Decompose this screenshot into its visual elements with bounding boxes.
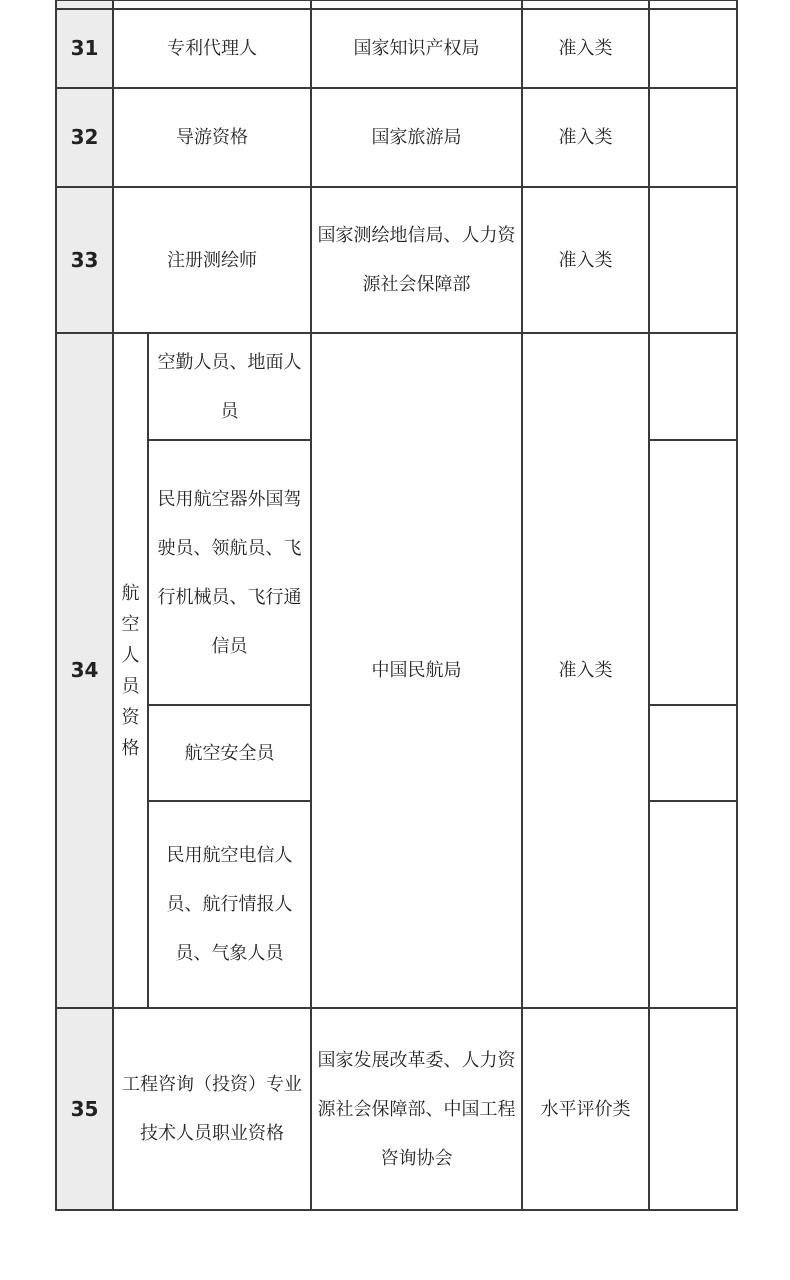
department: 中国民航局: [311, 333, 522, 1008]
stub-cell: [56, 0, 113, 9]
category: 水平评价类: [522, 1008, 649, 1210]
sub-qualification: 民用航空电信人员、航行情报人员、气象人员: [148, 801, 311, 1008]
sub-qualification: 空勤人员、地面人员: [148, 333, 311, 440]
department: 国家旅游局: [311, 88, 522, 187]
stub-cell: [649, 0, 737, 9]
blank-cell: [649, 88, 737, 187]
category: 准入类: [522, 187, 649, 333]
qualification-group-name: 航空人员资格: [121, 582, 140, 759]
category: 准入类: [522, 88, 649, 187]
department: 国家知识产权局: [311, 9, 522, 88]
row-number: 31: [56, 9, 113, 88]
blank-cell: [649, 1008, 737, 1210]
stub-cell: [311, 0, 522, 9]
table-row: [56, 333, 737, 440]
category: 准入类: [522, 333, 649, 1008]
table-row-top-stub: [56, 0, 737, 9]
blank-cell: [649, 333, 737, 440]
department: 国家测绘地信局、人力资源社会保障部: [311, 187, 522, 333]
blank-cell: [649, 801, 737, 1008]
table-row: [56, 1008, 737, 1210]
qualification-table: [55, 0, 738, 1211]
row-number: 34: [56, 333, 113, 1008]
table-row: [56, 187, 737, 333]
blank-cell: [649, 9, 737, 88]
table-row: [56, 9, 737, 88]
blank-cell: [649, 705, 737, 801]
row-number: 32: [56, 88, 113, 187]
qualification-group-cell: [113, 333, 148, 1008]
sub-qualification: 民用航空器外国驾驶员、领航员、飞行机械员、飞行通信员: [148, 440, 311, 705]
qualification-name: 注册测绘师: [113, 187, 311, 333]
qualification-name: 专利代理人: [113, 9, 311, 88]
category: 准入类: [522, 9, 649, 88]
sub-qualification: 航空安全员: [148, 705, 311, 801]
row-number: 33: [56, 187, 113, 333]
stub-cell: [113, 0, 311, 9]
qualification-name: 工程咨询（投资）专业技术人员职业资格: [113, 1008, 311, 1210]
table-row: [56, 88, 737, 187]
stub-cell: [522, 0, 649, 9]
row-number: 35: [56, 1008, 113, 1210]
blank-cell: [649, 440, 737, 705]
qualification-name: 导游资格: [113, 88, 311, 187]
blank-cell: [649, 187, 737, 333]
department: 国家发展改革委、人力资源社会保障部、中国工程咨询协会: [311, 1008, 522, 1210]
